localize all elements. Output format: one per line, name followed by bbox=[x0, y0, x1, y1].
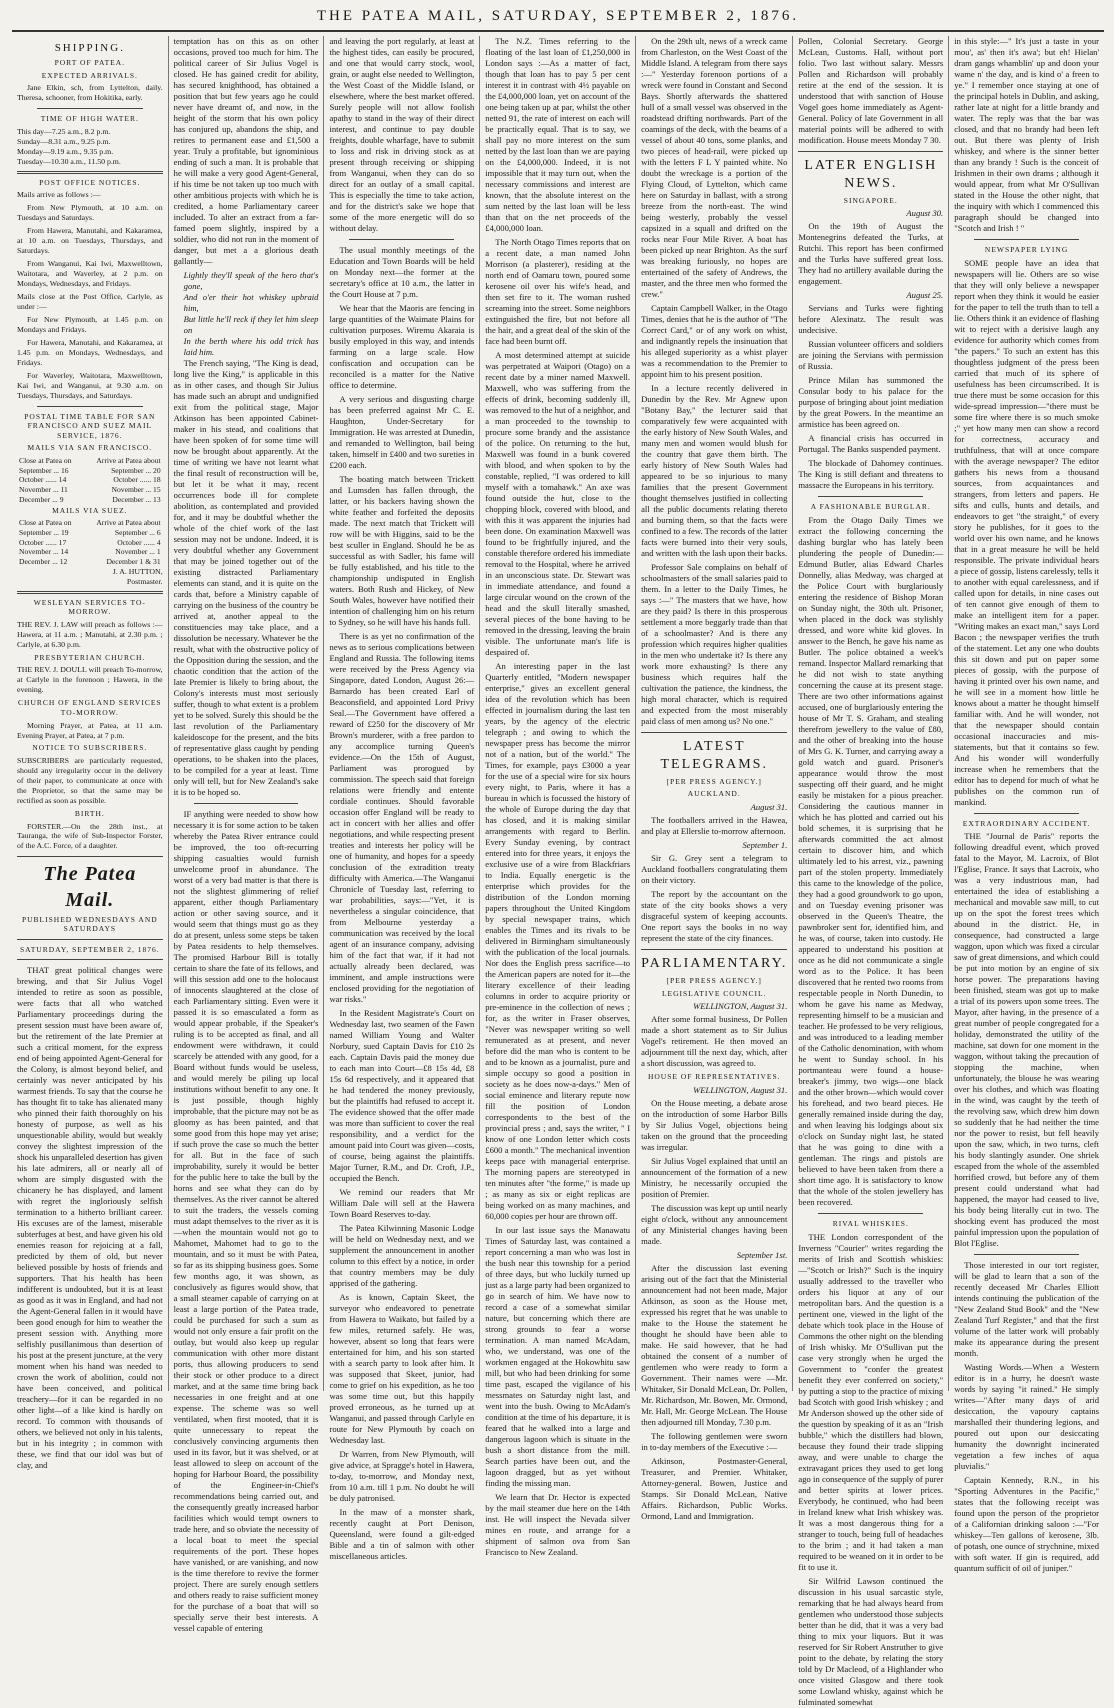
article-text: and leaving the port regularly, at least at the highest tides, can easily be procured, and one that would carry stock, wool, grain, or aught else needed to Wellington, the West Coast of the Middle Island, or elsewhere, where the best market offered. Surely people will not allow foolish apathy to stand in the way of their direct interest, and continue to pay double freights, double wharfage, have to submit to loss and risk in driving stock as at present through receiving or shipping from Wanganui, when they can do so direct for an outlay of a small capital. This is especially the time to take action, and for the district's sake we hope that some of the more energetic will do so without delay. bbox=[329, 36, 475, 233]
expected-heading: EXPECTED ARRIVALS. bbox=[41, 70, 138, 80]
birth-heading: BIRTH. bbox=[74, 808, 105, 818]
news-item: There is as yet no confirmation of the news as to serious complications between England and Russia. The following items were received by the Press Agency via Singapore, dated London, August 26:—Barnardo has been created Earl of Beaconsfield, and appointed Lord Privy Seal.—The Government have offered a reward of £250 for the discovery of Mr Brown's murderer, with a free pardon to any accomplice turning Queen's evidence.—On the 15th of August, Parliament was prorogued by commission. The speech said that foreign relations were friendly and entente cordiale continues. Should favorable occasion offer England will be ready to act in concert with her allies and offer negotiations, and while respecting present treaties and interests her policy will be one of humanity, and hopes for a speedy conclusion of the extradition treaty difficulty with America.—The Wanganui Chronicle of Tuesday last, referring to war probabilities, says:—"Yet, it is nevertheless a singular coincidence, that from Melbourne yesterday a communication was received by the local agent of an insurance company, advising him of the fact that war, if it had not actually already been declared, was imminent, and ample instructions were enclosed providing for the negotiation of war risks." bbox=[329, 631, 475, 1004]
article-text: in this style:—" It's just a taste in your mou', as' then it's awa'; but eh! Hielan' dram gangs whamblin' up and doon your wame n' the day, and is kind o' a freen to ye." I remember once staying at one of the principal hotels in Dublin, and asking, rather late at night for a little brandy and water. The reply was that the bar was closed, and that no brandy had been left out. But there was plenty of Irish whiskey, and where is the sinner better than any brandy ! Such is the conceit of Irishmen in their own drams ; although it would appear, from what Mr O'Sullivan stated in the House the other night, that the inquiry with which I commenced this paragraph should be changed into "Scotch and Irish ! " bbox=[954, 36, 1099, 233]
presby-heading: PRESBYTERIAN CHURCH. bbox=[34, 652, 146, 662]
masthead: THE PATEA MAIL, SATURDAY, SEPTEMBER 2, 1876. bbox=[12, 8, 1104, 32]
news-item: Captain Kennedy, R.N., in his "Sporting Adventures in the Pacific," states that the following receipt was found upon the person of the proprietor of a Californian drinking saloon :—"For whiskey—Ten gallons of kerosene, 3lb. of potash, one ounce of strychnine, mixed with soft water. If gin is required, add quantum sufficit of oil of juniper." bbox=[954, 1475, 1099, 1574]
news-item: A financial crisis has occurred in Portugal. The Banks suspended payment. bbox=[798, 433, 944, 455]
dateline: WELLINGTON, August 31. bbox=[693, 1001, 788, 1012]
port-heading: PORT OF PATEA. bbox=[54, 58, 126, 68]
news-item: The Patea Kilwinning Masonic Lodge will be held on Wednesday next, and we supplement the announcement in another column to this effect by a notice, in order that country members may be duly apprised of the gathering. bbox=[329, 1223, 475, 1288]
parliament-text: After some formal business, Dr Pollen made a short statement as to Sir Julius Vogel's retirement. He then moved an adjournment till the next day, which, after a short discussion, was agreed to. bbox=[641, 1014, 788, 1069]
tide-line: Monday—9.19 a.m., 9.35 p.m. bbox=[17, 146, 114, 156]
tide-line: This day—7.25 a.m., 8.2 p.m. bbox=[17, 126, 111, 136]
news-item: An interesting paper in the last Quarterly entitled, "Modern newspaper enterprise," gives an excellent general idea of the revolution which has been effected in journalism during the last ten years, by the agency of the electric telegraph ; and owing to which the newspaper press has become the mirror not of a nation, but of the world." The Times, for example, pays £3000 a year for the use of a special wire for six hours every night, to Paris, where it has a bureau in which is focussed the history of the whole of Europe during the day that has closed, and it is making similar arrangements with regard to Berlin. Every Sunday evening, by contract entered into for three years, it enjoys the exclusive use of a wire from Blackfriars to India. Equally energetic is the enterprise which provides for the distribution of the London morning papers throughout the United Kingdom by special newspaper trains, which enables the Times and its rivals to be delivered in Birmingham simultaneously with the publication of the local journals. Nor does the English press sacrifice—to the American papers are noted for it—the literary excellence of their leading columns in order to acquire priority or pre-eminence in the collection of news ; for, as the writer in Fraser observes, "Never was newspaper writing so well remunerated as at present, and never before did the man who is content to be and to be known as a journalist, pure and simple occupy so good a position in society as he does now-a-days." Men of social eminence and literary repute now fill the position of London correspondents to the best of the provincial press ; and, says the writer, " I know of one London letter which costs £600 a month." The mechanical invention keeps pace with managerial enterprise. The morning papers are stereotyped in ten minutes after "the forme," is made up ; as many as six or eight replicas are being worked on as many machines, and 60,000 copies per hour are thrown off. bbox=[485, 661, 631, 1221]
paper-title: The Patea Mail. bbox=[43, 863, 137, 912]
press-agency: [PER PRESS AGENCY.] bbox=[666, 776, 762, 786]
dateline: September 1st. bbox=[736, 1249, 788, 1260]
mails-text: From New Plymouth, at 10 a.m. on Tuesdays and Saturdays. bbox=[17, 203, 163, 223]
singapore-heading: SINGAPORE. bbox=[843, 195, 898, 205]
tide-line: Sunday—8.31 a.m., 9.25 p.m. bbox=[17, 136, 111, 146]
column-1 bbox=[12, 36, 168, 1471]
news-item: As is known, Captain Skeet, the surveyor who endeavored to penetrate from Hawera to Waikato, but failed by a few miles, returned safely. He was, however, absent so long that fears were entertained for him, and his son started with a search party to look after him. It was supposed that Skeet, junior, had come to grief on his expedition, as he too was some time out, but this happily proved erroneous, as he turned up at Wanganui, and passed through Carlyle en route for New Plymouth by coach on Wednesday last. bbox=[329, 1292, 475, 1445]
column-4 bbox=[479, 36, 635, 1557]
article-text: Sir Wilfrid Lawson continued the discussion in his usual sarcastic style, remarking that he had always heard from gentlemen who understood those subjects better than he did, that it was a very bad thing to mix your liquors. But it was reserved for Sir Robert Anstruther to give point to the debate, by relating the story told by Dr Macleod, of a Highlander who once visited Glasgow and there took some Lowland whisky, against which he fulminated somewhat bbox=[798, 1575, 944, 1707]
news-item: The North Otago Times reports that on a recent date, a man named John Morrison (a plasterer), residing at the north end of Oamaru town, poured some kerosene oil over his wife's head, and then set fire to it. The woman rushed screaming into the street. Some neighbors extinguished the fire, but not before all the hair, and a great deal of the skin of the face had been burnt off. bbox=[485, 237, 631, 346]
wesleyan-heading: WESLEYAN SERVICES TO-MORROW. bbox=[33, 597, 146, 617]
news-item: In the maw of a monster shark, recently caught at Port Denison, Queensland, were found a gilt-edged Bible and a tin of salmon with other miscellaneous articles. bbox=[329, 1507, 475, 1561]
suez-table: Close at Patea on Arrive at Patea about September ... 19 September ... 6 October ...... 17 October ...... 4 November ... 14 November ... 1 December ... 12 December 1 & 31 bbox=[19, 518, 161, 567]
mails-text: From Wanganui, Kai Iwi, Maxwelltown, Waitotara, and Waverley, at 2 p.m. on Mondays, Wednesdays, and Fridays. bbox=[17, 259, 163, 289]
expected-text: Jane Elkin, sch, from Lyttelton, daily. Theresa, schooner, from Hokitika, early. bbox=[17, 83, 163, 103]
postal-heading: POSTAL TIME TABLE FOR SAN FRANCISCO AND SUEZ MAIL SERVICE, 1876. bbox=[24, 411, 156, 440]
council-heading: LEGISLATIVE COUNCIL. bbox=[661, 988, 767, 998]
accident-heading: EXTRAORDINARY ACCIDENT. bbox=[962, 818, 1091, 828]
column-2 bbox=[168, 36, 324, 1633]
mails-text: From Hawera, Manutahi, and Kakaramea, at 10 a.m. on Tuesdays, Thursdays, and Saturdays. bbox=[17, 226, 163, 256]
article-text: THE "Journal de Paris" reports the following dreadful event, which proved fatal to the Mayor, M. Lacroix, of Blot l'Eglise, France. It says that Lacroix, who was a very industrious man, had entertained the idea of establishing a mechanical and movable saw mill, to cut up on the spot the forest trees which abound in the district. He, in consequence, had constructed a large waggon, upon which was fixed a circular saw of great dimensions, and which could be put into motion by an engine of six horse power. The preparations having been finished, steam was got up to make a trial of its powers upon some trees. The Mayor, after having, in the presence of a great number of people congregated for a holiday, demonstrated the utility of the machine, sat down for one moment in the waggon, without taking the precaution of stopping the machine, when unfortunately, the blouse he was wearing over his clothes, and which was floating in the wind, was caught by the teeth of the revolving saw, which drew him down so suddenly that he had neither the time nor the power to resist, but fell heavily upon the saw, which, in two turns, cleft his body slantingly asunder. One shriek escaped from the whole of the assembled horrified crowd, but before any of them present could understand what had happened, the mayor had ceased to live, his body being literally cut in two. The shocking event has produced the most painful impression upon the population of Blot l'Eglise. bbox=[954, 831, 1099, 1249]
burglar-heading: A FASHIONABLE BURGLAR. bbox=[810, 502, 931, 512]
parliament-text: The discussion was kept up until nearly eight o'clock, without any announcement of any Ministerial changes having been made. bbox=[641, 1202, 788, 1246]
suez-heading: MAILS VIA SUEZ. bbox=[52, 505, 128, 515]
postoffice-heading: POST OFFICE NOTICES. bbox=[39, 177, 141, 187]
article-text: IF anything were needed to show how necessary it is for some action to be taken whereby the Patea River entrance could be improved, the too oft-recurring shipping casualties would furnish unwelcome proof in abundance. The worst of a very bad matter is that there is not the slightest glimmering of relief apparent, either though Parliamentary action or other saving source, and it would seem that things must go as they do at present, unless some steps be taken by Patea residents to help themselves. The promised Harbour Bill is totally certain to share the fate of its fellows, and will this session add one to the holocaust of innocents slaughtered at the close of each Parliamentary sitting. Even were it passed it is so emasculated a form as would appear probable, if the Speaker's ruling is to be accepted as final, and all endowment were withdrawn, it could scarcely be attended with any good, for a Board without funds would be useless, and would merely be piling up local institutions without benefit to any one. It is just possible, though highly improbable, that the picture may not be as gloomy as has been painted, and that some good from this hope may yet arise; if such prove the case so much the better for all. But in the face of such improbability, surely it would be better for the public here to take the bull by the horns and see what they can do by themselves. As the river cannot be altered to suit the traders, the vessels coming must adapt themselves to the river as it is—when the mountain would not go to Mahomet, Mahomet had to go to the mountain, and so it must be with Patea, so far as its shipping business goes. Some few months ago, it was shown, as conclusively as figures would show, that a small steamer capable of carrying on at least a large portion of the Patea trade, could be purchased for such a sum as would not only ensure a fair profit on the outlay, but would also keep up regular communication with other more distant ports, thus allowing producers to send their stock or other produce to a direct market, and at the same time bring back necessaries in one freight and at one expense. The scheme was so well ventilated, when first mooted, that it is quite unnecessary to repeat the conclusively convincing arguments then used in its favor, but it was shelved, or at least allowed to sleep on account of the hoping for Harbour Board, the possibility of the Engineer-in-Chief's recommendations being carried out, and the consequently greatly increased harbor facilities which would tempt owners to trade here, and so obviate the necessity of a local boat to meet the special requirements of the port. These hopes have vanished, or are vanishing, and now is the time therefore to revive the former project. There are surely enough settlers and others ready to raise sufficient money for the purchase of a boat that will so specially serve their best interests. A vessel capable of entering bbox=[173, 809, 319, 1633]
news-item: We hear that the Maoris are fencing in large quantities of the Waimate Plains for cultivation purposes. Wiremu Akaraia is busily employed in this way, and intends farming on a large scale. How confiscation and occupation can be reconciled is a matter for the Native office to determine. bbox=[329, 303, 475, 390]
lying-heading: NEWSPAPER LYING bbox=[984, 245, 1069, 254]
news-item: On the 19th of August the Montenegrins defeated the Turks, at Rutchi. This report has been confirmed and the Turks have suffered great loss. They had no artillery available during the engagement. bbox=[798, 221, 944, 287]
news-item: A most determined attempt at suicide was perpetrated at Waipori (Otago) on a recent date by a miner named Maxwell. Maxwell, who was suffering from the effects of drink, becoming suddenly ill, was removed to the hut of a neighbor, and a man proceeded to the township to procure some brandy and the assistance of the police. On returning to the hut, Maxwell was found in a bunk covered with blood, and when spoken to by the constable, replied, "I was ordered to kill myself with a tomahawk." An axe was found outside the hut, close to the chopping block, covered with blood, and with this it was apparent the injuries had been done. On examination Maxwell was found to be frightfully injured, and the constable therefore ordered his immediate removal to the Hospital, where he arrived in an unconscious state. Dr. Stewart was in immediate attendance, and found a large circular wound on the crown of the head and the skull literally smashed, several pieces of the bone having to be removed in the dressing, leaving the brain visible. The unfortunate man's life is despaired of. bbox=[485, 350, 631, 657]
news-item: Those interested in our tort register, will be glad to learn that a son of the recently deceased Mr Charles Elliott intends continuing the publication of the "New Zealand Stud Book" and the "New Zealand Turf Register," and that the first volume of the latter work will probably make its appearance during the present month. bbox=[954, 1260, 1099, 1359]
paper-date: SATURDAY, SEPTEMBER 2, 1876. bbox=[19, 944, 160, 954]
birth-text: FORSTER.—On the 28th inst., at Tauranga, the wife of Sub-Inspector Forster, of the A.C. Force, of a daughter. bbox=[17, 821, 163, 851]
verse: Lightly they'll speak of the hero that's gone, And o'er their hot whiskey upbraid him, But little he'll reck if they let him sleep on In the berth where his odd trick has laid him. bbox=[183, 270, 319, 357]
news-item: The N.Z. Times referring to the floating of the last loan of £1,250,000 in London says :—As a matter of fact, though that loan has to pay 5 per cent interest it in contrast with 4½ payable on the £4,000,000 loan, yet on account of the one being taken up at par, whilst the other netted 91, the rate of interest on each will be practically equal. That is to say, we shall pay no more interest on the sum netted by the last loan than we are paying on the £4,000,000. Indeed, it is not impossible that it may turn out, when the necessary commissions and interest are known, that the absolute interest on the sum netted by the last loan will be less than that on the net proceeds of the £4,000,000 loan. bbox=[485, 36, 631, 233]
parliament-text: After the discussion last evening arising out of the fact that the Ministerial announcement had not been made, Major Atkinson, as soon as the House met, expressed his regret that he was unable to make to the House the statement he thought he should have been able to make. He said however, that he had obtained the consent of a number of gentlemen who were ready to form a Government. Their names were —Mr. Whitaker, Sir Donald McLean, Dr. Pollen, Mr. Richardson, Mr. Bowen, Mr. Ormond, Mr. Hall, Mr. George McLean. The House then adjourned till Monday, 7.30 p.m. bbox=[641, 1262, 788, 1427]
whiskies-heading: RIVAL WHISKIES. bbox=[832, 1219, 909, 1228]
columns bbox=[12, 36, 1104, 1707]
telegram-text: The report by the accountant on the state of the city books shows a very disgraceful system of keeping accounts. One report says the books in no way represent the state of the city finances. bbox=[641, 889, 788, 943]
tide-heading: TIME OF HIGH WATER. bbox=[40, 114, 139, 124]
england-text: Morning Prayer, at Patea, at 11 a.m. Evening Prayer, at Patea, at 7 p.m. bbox=[17, 720, 163, 740]
mails-text: For Waverley, Waitotara, Maxwelltown, Kai Iwi, and Wanganui, at 9.30 a.m. on Tuesdays, Thursdays, and Saturdays. bbox=[17, 370, 163, 400]
shipping-heading: SHIPPING. bbox=[54, 42, 125, 54]
postmaster-name: J. A. HUTTON, bbox=[112, 566, 163, 576]
leader-article: THAT great political changes were brewing, and that Sir Julius Vogel intended to retire as soon as possible, were facts that all who watched Parliamentary proceedings during the present session must have been aware of, but the retirement of the late Premier at such a critical moment, for the express end of being appointed Agent-General for the Colony, is almost beyond belief, and certainly was never anticipated by his warmest friends. To say that the course he has thought fit to take has alienated many who pinned their faith thoroughly on his honesty of purpose, as well as his unquestionable ability, would but weakly convey the slightest impression of the shock his unparalleled desertion has given his late admirers, all or nearly all of whom are simply disgusted with the chicanery he has displayed, and lament with regret the ingloriously selfish termination to a hitherto brilliant career. His excuses are of the lamest, miserable subterfuges at best, and have given his old enemies reason for rejoicing at a fall, predicted by them of old, but never believed possible by hosts of friends and supporters. That his health has been indifferent is undoubted, but it is at least as good as it was in England, and had not the Agent-General fallen in it would have been good enough for him to weather the present session with. Anything more selfishly pusillanimous than desertion of his post at the present juncture, at the very moment when his hand was needed to crown the work of abolition, could not have been conceived, and political treachery—for it can be regarded in no other light—of a like kind is hardly on record. To common with thousands of others, we believed not only in his talents, but in his integrity ; in common with these, we find that our idol was but of clay, and bbox=[17, 965, 163, 1471]
mails-text: For Hawera, Manutahi, and Kakaramea, at 1.45 p.m. on Mondays, Wednesdays, and Fridays. bbox=[17, 337, 163, 367]
news-item: A very serious and disgusting charge has been preferred against Mr C. E. Haughton, Under-Secretary for Immigration. He was arrested at Dunedin, and remanded to Wellington, bail being taken, himself in £400 and two sureties in £200 each. bbox=[329, 394, 475, 470]
wesleyan-text: THE REV. J. LAW will preach as follows :— Hawera, at 11 a.m. ; Manutahi, at 2.30 p.m. ; Carlyle, at 6.30 p.m. bbox=[17, 619, 163, 649]
notice-text: SUBSCRIBERS are particularly requested, should any irregularity occur in the delivery of their paper, to communicate at once with the Proprietor, so that the same may be rectified as soon as possible. bbox=[17, 756, 163, 805]
dateline: WELLINGTON, August 31. bbox=[693, 1084, 788, 1095]
later-news-heading: LATER ENGLISH NEWS. bbox=[804, 158, 938, 191]
news-item: The boating match between Trickett and Lumsden has fallen through, the latter, or his backers having shown the white feather and forfeited the deposits made. The next match that Trickett will row will be with Higgins, said to be the best sculler in England. Should he be as successful as with Sadler, his fame will be fully established, and his title to the championship undisputed in English waters. Both Rush and Hickey, of New South Wales, however have notified their intention of challenging him on his return to Sydney, so he will have his hands full. bbox=[329, 474, 475, 627]
news-item: In the Resident Magistrate's Court on Wednesday last, two seamen of the Fawn named William Young and Walter Norbury, sued Captain Davis for £10 2s each. Captain Davis paid the money due to each man into Court—£8 15s 4d, £8 15s 6d respectively, and it appeared that he had tendered the money previously, but the plaintiffs had refused to accept it. The evidence showed that the offer made was more than sufficient to cover the real responsibility, and a verdict for the amount paid into Court was given—costs, of course, being against the plaintiffs. Major Turner, R.M., and Dr. Croft, J.P., occupied the Bench. bbox=[329, 1008, 475, 1183]
news-item: In a lecture recently delivered in Dunedin by the Rev. Mr Agnew upon "Botany Bay," the lecturer said that comparatively few were acquainted with the early history of New South Wales, and many men and women would blush for the country that gave them birth. The early history of New South Wales had appeared to be so injurious to many families that the present Government thought themselves justified in collecting all the public documents relating thereto and burning them, so that the facts were confined to a few. The records of the latter facts were burned into their very souls, and written with the lash upon their backs. bbox=[641, 383, 788, 558]
parliamentary-heading: PARLIAMENTARY. bbox=[641, 956, 788, 971]
column-7 bbox=[948, 36, 1104, 1574]
parliament-text: The following gentlemen were sworn in to-day members of the Executive :— bbox=[641, 1430, 788, 1452]
parliament-text: On the House meeting, a debate arose on the introduction of some Harbor Bills by Sir Julius Vogel, objections being taken on the ground that the proceeding was irregular. bbox=[641, 1097, 788, 1152]
news-item: The blockade of Dahomey continues. The King is still defiant and threatens to massacre the Europeans in his territory. bbox=[798, 458, 944, 491]
news-item: Prince Milan has summoned the Consular body to his palace for the purpose of bringing about joint mediation by the great Powers. In the meantime an armistice has been agreed on. bbox=[798, 375, 944, 430]
news-item: Professor Sale complains on behalf of schoolmasters of the small salaries paid to them. In a letter to the Daily Times, he says :—" The masters that we have, how are they paid? Is there in this prosperous settlement a more beggarly trade than that of a schoolmaster? And is there any profession which requires higher qualities in the men who undertake it? Is there any work more exhausting? Is there any business which requires half the cultivation the patience, the kindness, the high moral character, which is required and expected from the most miserably paid class of men among us? No one." bbox=[641, 562, 788, 726]
column-3 bbox=[323, 36, 479, 1561]
news-item: Servians and Turks were fighting before Alexinatz. The result was undecisive. bbox=[798, 303, 944, 336]
sf-heading: MAILS VIA SAN FRANCISCO. bbox=[27, 443, 153, 453]
presby-text: THE REV. J. DOULL will preach To-morrow, at Carlyle in the forenoon ; Hawera, in the evening. bbox=[17, 665, 163, 695]
telegrams-heading: LATEST TELEGRAMS. bbox=[660, 739, 768, 772]
mails-text: For New Plymouth, at 1.45 p.m. on Mondays and Fridays. bbox=[17, 314, 163, 334]
column-5 bbox=[635, 36, 792, 1521]
dateline: August 31. bbox=[750, 802, 788, 812]
telegram-text: The footballers arrived in the Hawea, and play at Ellerslie to-morrow afternoon. bbox=[641, 815, 788, 836]
mails-close: Mails close at the Post Office, Carlyle, as under :— bbox=[17, 291, 163, 311]
news-item: We remind our readers that Mr William Dale will sell at the Hawera Town Board Reserves to-day. bbox=[329, 1187, 475, 1219]
house-heading: HOUSE OF REPRESENTATIVES. bbox=[647, 1072, 781, 1082]
dateline: August 30. bbox=[906, 208, 944, 219]
article-text: THE London correspondent of the Inverness "Courier" writes regarding the merits of Irish and Scottish whiskies:—"Scotch or Irish?" Such is the inquiry usually addressed to the traveller who orders his liquor at any of our metropolitan bars. And the question is a pertinent one, viewed in the light of the debate which took place in the House of Commons the other night on the blending of Irish whisky. Mr O'Sullivan put the case very strongly when he urged the Government to "confer the greatest benefit they ever conferred on society," by putting a stop to the practice of mixing bad Scotch with good Irish whiskey ; and Mr Anderson showed up the other side of the question by speaking of it as an "Irish bubble," which the distillers had blown, because they found their trade slipping away, and were unable to charge the extravagant prices they used to get long ago in consequence of the supply of purer and better spirits at lower prices. Everybody, he continued, who had been in Ireland knew what Irish whiskey was. It was a most dangerous thing for a stranger to touch, being full of headaches to the brim ; and it had taken a man required to be weaned on it in order to be fit to use it. bbox=[798, 1231, 944, 1572]
column-6 bbox=[792, 36, 948, 1707]
news-item: Captain Campbell Walker, in the Otago Times, denies that he is the author of "The Correct Card," or of any work on whist, and indignantly repels the insinuation that his alleged superiority as a whist player was a recommendation to the Premier to appoint him to his present position. bbox=[641, 303, 788, 379]
news-item: The usual monthly meetings of the Education and Town Boards will be held on Monday next—the former at the secretary's office at 10 a.m., the latter in the Court House at 7 p.m. bbox=[329, 245, 475, 299]
auckland-heading: AUCKLAND. bbox=[687, 789, 741, 799]
news-item: Dr Warren, from New Plymouth, will give advice, at Spragge's hotel in Hawera, to-day, to-morrow, and Monday next, from 10 a.m. till 1 p.m. No doubt he will be duly patronised. bbox=[329, 1449, 475, 1503]
tide-line: Tuesday—10.30 a.m., 11.50 p.m. bbox=[17, 156, 121, 166]
article-text: The French saying, "The King is dead, long live the King," is applicable in this as in other cases, and though Sir Julius has made such an abrupt and undignified exit from the political stage, Major Atkinson has been appointed Cabinet-maker in his stead, and coalitions that have been spoken of for some time will now be brought about apparently. At the time of writing we have not learnt what the final result of reconstruction will be, but let it be what it may, recent occurrences bode ill for complete abolition, as contemplated and provided for, and it may be doubtful whether the whole of the chief work of the last session may not be undone. Indeed, it is very doubtful whether any Government that may be joined together out of the existing distracted Parliamentary elements can stand, and it is quite on the cards that, before a Ministry capable of carrying on the business of the country be arrived at, another appeal to the constituencies may take place, and a dissolution be necessary. Whatever be the result, what with the obstructive policy of the Opposition during the session, and the chaotic condition that the action of the late Premier is likely to bring about, the Colony's interests must most seriously suffer, though to what extent is a problem yet to be solved. Surely this should be the last revolution of the Parliamentary kaleidoscope for the present, and the bits of representative glass caught by pending operations, to be shaken into the places, to be compiled for a year at least. Time only will tell, but for New Zealand's sake it is to be hoped so. bbox=[173, 358, 319, 797]
news-item: On the 29th ult, news of a wreck came from Charleston, on the West Coast of the Middle Island. A telegram from there says :—" Yesterday forenoon portions of a wreck were found in Constant and Second Bays. Shortly afterwards the shattered hull of a small vessel was observed in the roadstead drifting northwards. Part of the coamings of the deck, with the beams of a vessel of about 40 tons, some planks, and two pieces of head-rail, were picked up with the letters F L Y painted white. No doubt the wreckage is a portion of the Flying Cloud, of Lyttelton, which came here on Saturday in ballast, with a strong breeze from the north-east. The wind being westerly, probably the vessel capsized in a squall and drifted on the rocks near Four Mile River. A boat has been picked up near Brighton. As the surf was breaking furiously, no hopes are entertained of the safety of Andrews, the master, and the three men who formed the crew." bbox=[641, 36, 788, 299]
parliament-text: Pollen, Colonial Secretary. George McLean, Customs. Hall, without port folio. Two last without salary. Messrs Pollen and Richardson will probably retire at the end of the session. It is understood that with sanction of House Vogel goes home immediately as Agent-General. Policy of late Government in all material points will be adhered to with modification. House meets Monday 7 30. bbox=[798, 36, 944, 145]
article-text: From the Otago Daily Times we extract the following concerning the dashing burglar who has lately been plundering the people of Dunedin:—Edmund Butler, alias Edward Charles Donnelly, alias Medway, was charged at the Police Court with burglariously entering the residence of Bishop Moran on Sunday night, the 30th ult. Prisoner, when placed in the dock was stylishly dressed, and wore white kid gloves. In answer to the Bench, he gave his name as Butler. The police obtained a week's remand. Inspector Mallard remarking that he did not wish to state anything concerning the cause at its present stage. There are two other informations against accused, one of burglariously entering the house of Mr T. S. Graham, and stealing therefrom jewellery to the value of £80, and the other of breaking into the house of Mrs G. K. Turner, and carrying away a gold watch and guard. Prisoner's appearance would throw the most suspecting off their guard, and he might easily be mistaken for a pious preacher. Considering the cautious manner in which he has plotted and carried out his bold schemes, it is surprising that he afterwards committed the act almost certain to discover him, and which ultimately led to his arrest, viz., pawning part of the stolen property. Immediately this came to the knowledge of the police, they had a good groundwork to go upon, and on Tuesday evening prisoner was observed in the Queen's Theatre, the pawnbroker sent for, identified him, and he was, of course, taken into custody. He appeared to understand his position at once as he did not communicate a single word as to the Police. It has been discovered that he rented two rooms from respectable people in North Dunedin, to whom he gave his name as Medway, representing himself to be a musician and teacher. He professed to be very religious, and was introduced to a leading member of the Catholic denomination, with whom he went to Sunday school. In his portmanteau were found a house-breaker's jimmy, two wigs—one black and the other brown—which would cover his forehead, and two beard pieces. He generally remained inside during the day, and when leaving his lodgings about six o'clock on Sunday night last, he stated that he was going to dine with a gentleman. The rings and pistols are believed to have been taken from there a short time ago. It is satisfactory to know that the whole of the stolen jewellery has been recovered. bbox=[798, 515, 944, 1207]
news-item: Russian volunteer officers and soldiers are joining the Servians with permission of Russia. bbox=[798, 339, 944, 372]
sf-table: Close at Patea on Arrive at Patea about September ... 16 September ... 20 October ...... 14 October ...... 18 November ... 11 November ... 15 December ... 9 December ... 13 bbox=[19, 456, 161, 504]
parliament-text: Atkinson, Postmaster-General, Treasurer, and Premier. Whitaker, Attorney-general. Bowen, Justice and Stamps. Sir Donald McLean, Native Affairs. Richardson, Public Works. Ormond, Land and Immigration. bbox=[641, 1455, 788, 1521]
dateline: August 25. bbox=[906, 290, 944, 301]
press-agency: [PER PRESS AGENCY.] bbox=[666, 975, 762, 985]
article-text: temptation has on this as on other occasions, proved too much for him. The political career of Sir Julius Vogel is closed. He has gained credit for ability, has secured knighthood, has obtained a position that but few years ago he could never have dreamt of, and now, in the height of the storm that his own policy has conjured up, abandons the ship, and retires to permanent ease and £1,500 a year. Truly a profitable, but ignominious ending of such a man. It is probable that he will make a very good Agent-General, if his time be not taken up too much with other ambitious projects with which he is credited, a home Parliamentary career included. To alter an extract from a far-famed poem slightly, inspired by a soldier, who did not run in the moment of danger, but met a a glorious death gallantly— bbox=[173, 36, 319, 266]
parliament-text: Sir Julius Vogel explained that until an announcement of the formation of a new Ministry, he necessarily occupied the position of Premier. bbox=[641, 1155, 788, 1199]
news-item: In our last issue says the Manawatu Times of Saturday last, was contained a report concerning a man who was lost in the bush near this township for a period of three days, but who luckily turned up just as a large party had been organized to go in search of him. We have now to record a case of a somewhat similar nature, but concerning which there are strong grounds to fear a worse termination. A man named McAdam, who, we understand, was one of the workmen engaged at the Hokowhitu saw mill, but who had been drinking for some time past, escaped the vigilance of his messmates on Saturday night last, and went into the bush. Owing to McAdam's condition at the time of his departure, it is feared that he walked into a large and dangerous lagoon which is situate in the bush a short distance from the mill. Search parties have been out, and the lagoon dragged, but as yet without finding the missing man. bbox=[485, 1225, 631, 1488]
england-heading: CHURCH OF ENGLAND SERVICES TO-MORROW. bbox=[18, 698, 162, 717]
telegram-text: Sir G. Grey sent a telegram to Auckland footballers congratulating them on their victory. bbox=[641, 853, 788, 885]
news-item: We learn that Dr. Hector is expected by the mail steamer due here on the 14th inst. He will inspect the Nevada silver mines en route, and arrange for a shipment of salmon ova from San Francisco to New Zealand. bbox=[485, 1492, 631, 1557]
article-text: SOME people have an idea that newspapers will lie. Others are so wise that they will only believe a newspaper report when they think it would be easier for the paper to tell the truth than to tell a lie. Others think it an evidence of flashing wit to reject with a derisive laugh any evidence for authority which comes from "the papers." To such an extent has this thoughtless judgment of the press been carried that much of its sphere of usefulness has been circumscribed. It is true there must be some occasion for this wide-spread impression—"there must be some fire where there is so much smoke ;" yet how many men can show a record for correctness, accuracy and truthfulness, that will at once compare with the average newspaper? The editor gathers his news from a thousand sources, from acquaintances and strangers, from letters and papers. He sifts and culls, hunts and details, and endeavors to get "the straight," of every story he publishes, for it goes to the world over his own name, and he knows that in a great measure he will be held responsible. The private individual hears a piece of gossip, listens carelessly, tells it to another with equal carelessness, and if called upon for details, in nine cases out of ten cannot give enough of them to make an intelligent item for a paper. "Writing makes an exact man," says Lord Bacon ; the newspaper verifies the truth of the statement. Let any one who doubts this sit down and put on paper some pieces of gossip, with the purpose of having it printed over his own name, and he will see in a moment how little he knows about a matter he thought himself familiar with. And he will wonder, not that the newspaper should contain occasional inaccuracies and mis-statements, but that it contains so few. And his wonder will wonderfully increase when he remembers that the editor has to depend for much of what he publishes on the common run of mankind. bbox=[954, 257, 1099, 807]
news-item: Wasting Words.—When a Western editor is in a hurry, he doesn't waste words by saying "it rained." He simply writes—"After many days of arid desiccation, the vapoury captains marshalled their thundering legions, and poured out upon our desiccating humanity the downright incinerated vegetation a few inches of aqua pluvialis." bbox=[954, 1362, 1099, 1472]
paper-subtitle: PUBLISHED WEDNESDAYS AND SATURDAYS bbox=[21, 914, 158, 934]
notice-heading: NOTICE TO SUBSCRIBERS. bbox=[32, 743, 148, 753]
mails-arrive: Mails arrive as follows :— bbox=[17, 190, 101, 200]
dateline: September 1. bbox=[742, 840, 788, 850]
postmaster-title: Postmaster. bbox=[126, 576, 163, 586]
